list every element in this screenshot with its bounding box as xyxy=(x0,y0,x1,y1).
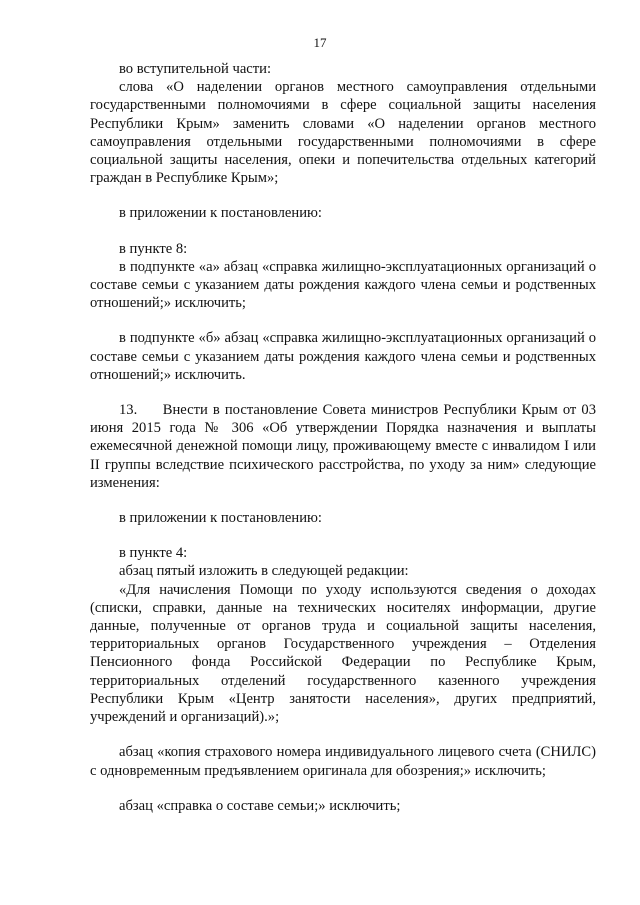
paragraph-subitem-a: в подпункте «а» абзац «справка жилищно-эксплуатационных организаций о составе семьи с указанием даты рождения каждого члена семьи и родственных отношений;» исключить; xyxy=(90,258,596,312)
paragraph-snils: абзац «копия страхового номера индивидуального лицевого счета (СНИЛС) с одновременным предъявлением оригинала для обозрения;» исключить; xyxy=(90,744,596,779)
paragraph-appendix-2: в приложении к постановлению: xyxy=(119,510,322,527)
paragraph-quote-new-text: «Для начисления Помощи по уходу используются сведения о доходах (списки, справки, данные на технических носителях информации, другие данные, полученные от органов труда и социальной защиты населения, территориальных органов Государственного учреждения – Отделения Пенсионного фонда Российской Федерации по Республике Крым, территориальных отделений государственного казенного учреждения Республики Крым «Центр занятости населения», других предприятий, учреждений и организаций).»; xyxy=(90,581,596,726)
document-body xyxy=(90,60,600,815)
paragraph-intro-section: во вступительной части: xyxy=(119,61,272,77)
paragraph-section-13: 13. Внести в постановление Совета министров Республики Крым от 03 июня 2015 года № 306 «Об утверждении Порядка назначения и выплаты ежемесячной денежной помощи лицу, проживающему вместе с инвалидом I или II группы вследствие психического расстройства, по уходу за ним» следующие изменения: xyxy=(90,402,600,491)
paragraph-appendix: в приложении к постановлению: xyxy=(119,205,322,222)
paragraph-item-8: в пункте 8: xyxy=(119,240,188,257)
paragraph-item-4: в пункте 4: xyxy=(119,545,188,562)
paragraph-fifth-abzac: абзац пятый изложить в следующей редакции: xyxy=(119,563,409,580)
paragraph-subitem-b: в подпункте «б» абзац «справка жилищно-эксплуатационных организаций о составе семьи с указанием даты рождения каждого члена семьи и родственных отношений;» исключить. xyxy=(90,330,596,383)
page-number: 17 xyxy=(313,35,327,50)
paragraph-words-replace: слова «О наделении органов местного самоуправления отдельными государственными полномочиями в сфере социальной защиты населения Республики Крым» заменить словами «О наделении органов местного самоуправления отдельными государственными полномочиями в сфере социальной защиты населения, опеки и попечительства отдельных категорий граждан в Республике Крым»; xyxy=(90,79,596,187)
paragraph-family-cert: абзац «справка о составе семьи;» исключить; xyxy=(119,797,401,814)
